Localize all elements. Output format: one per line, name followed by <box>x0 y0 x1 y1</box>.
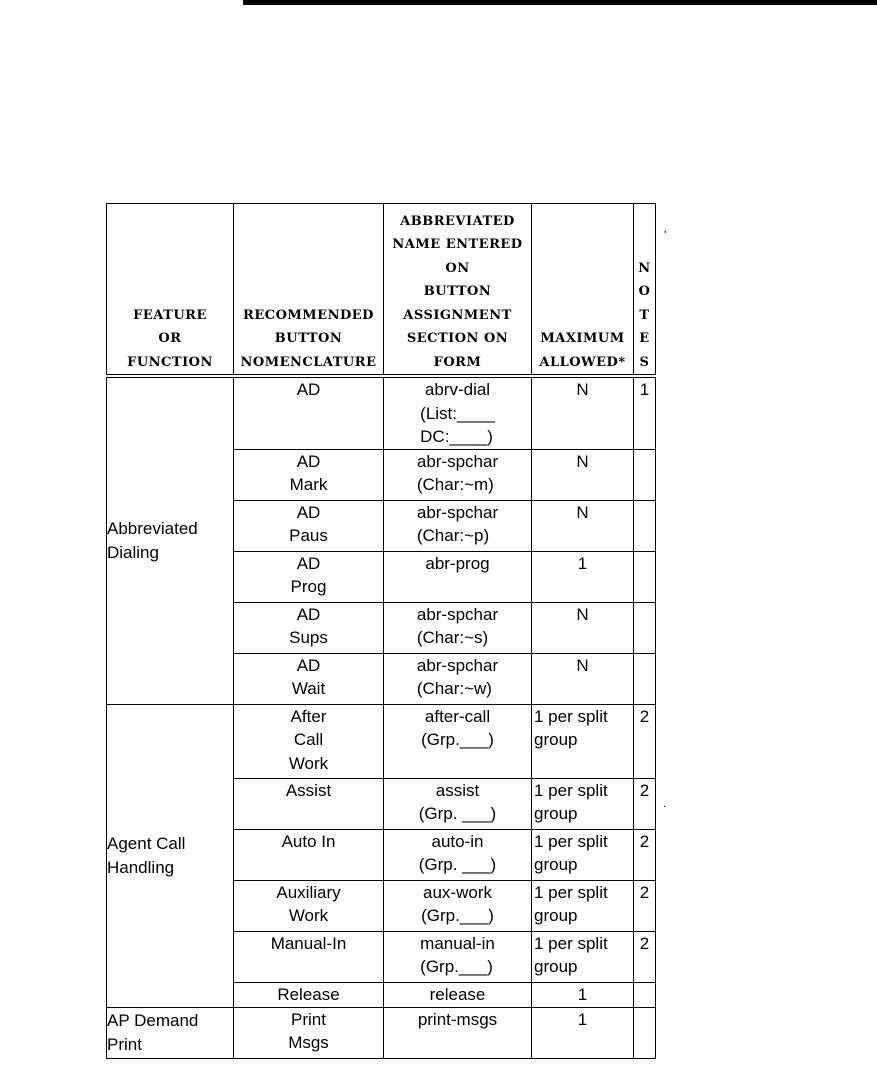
maximum-allowed-line: N <box>576 451 589 471</box>
abbreviated-name-cell <box>384 551 532 602</box>
nomenclature-line: Release <box>277 984 340 1004</box>
notes-cell <box>634 602 656 653</box>
top-rule <box>243 0 877 5</box>
feature-cell <box>107 1007 234 1058</box>
abbreviated-name-block <box>417 603 498 650</box>
abbreviated-name-line: aux-work <box>423 882 492 902</box>
nomenclature-cell <box>234 778 384 829</box>
feature-line: AP Demand <box>107 1011 199 1030</box>
nomenclature-cell <box>234 602 384 653</box>
nomenclature-line: AD <box>296 451 321 471</box>
maximum-allowed-line: group <box>534 957 578 976</box>
feature-line: Abbreviated <box>107 519 198 539</box>
header-notes: N O T E S <box>634 204 656 377</box>
abbreviated-name-line: (Grp.___) <box>421 730 494 749</box>
notes-cell <box>634 551 656 602</box>
notes-cell: 2 <box>634 880 656 931</box>
nomenclature-line: Auto In <box>281 831 336 851</box>
nomenclature-line: AD <box>296 502 321 522</box>
nomenclature-line: Work <box>288 753 329 773</box>
maximum-allowed-line: 1 per split <box>534 706 608 726</box>
notes-cell <box>634 653 656 704</box>
nomenclature-line: Sups <box>289 628 328 647</box>
abbreviated-name-block <box>419 830 496 877</box>
nomenclature-cell <box>234 829 384 880</box>
abbreviated-name-line: abr-spchar <box>416 604 499 624</box>
notes-cell <box>634 982 656 1007</box>
maximum-allowed-line: N <box>576 604 589 624</box>
nomenclature-line: Work <box>288 906 329 925</box>
notes-cell: 2 <box>634 931 656 982</box>
abbreviated-name-line: print-msgs <box>417 1009 498 1029</box>
nomenclature-cell <box>234 449 384 500</box>
maximum-allowed-cell <box>532 500 634 551</box>
nomenclature-line: Paus <box>289 526 328 545</box>
maximum-allowed-cell <box>532 704 634 778</box>
abbreviated-name-block <box>425 552 489 576</box>
header-nomenclature: RECOMMENDED BUTTON NOMENCLATURE <box>234 204 384 377</box>
margin-mark: ' <box>664 228 667 242</box>
feature-line: Agent Call <box>107 834 186 853</box>
maximum-allowed-line: 1 <box>577 1009 588 1029</box>
header-abbreviated-name: ABBREVIATED NAME ENTERED ON BUTTON ASSIGNMENT SECTION ON FORM <box>384 204 532 377</box>
abbreviated-name-line: abr-prog <box>425 553 490 573</box>
abbreviated-name-block <box>417 501 498 548</box>
abbreviated-name-cell <box>384 778 532 829</box>
table-row <box>107 704 656 778</box>
nomenclature-line: AD <box>296 380 321 399</box>
abbreviated-name-cell <box>384 376 532 449</box>
abbreviated-name-line: DC:____) <box>420 427 493 446</box>
abbreviated-name-block <box>430 983 486 1007</box>
nomenclature-cell <box>234 1007 384 1058</box>
nomenclature-line: Call <box>293 730 324 749</box>
maximum-allowed-cell <box>532 449 634 500</box>
abbreviated-name-cell <box>384 500 532 551</box>
nomenclature-cell <box>234 551 384 602</box>
maximum-allowed-cell <box>532 778 634 829</box>
nomenclature-line: Msgs <box>288 1033 329 1052</box>
nomenclature-line: Prog <box>290 577 327 596</box>
abbreviated-name-line: after-call <box>424 706 491 726</box>
table-body <box>107 376 656 1058</box>
maximum-allowed-line: 1 <box>577 984 588 1004</box>
abbreviated-name-line: (Grp. ___) <box>418 855 497 874</box>
abbreviated-name-cell <box>384 653 532 704</box>
abbreviated-name-block <box>420 932 495 979</box>
abbreviated-name-block <box>420 378 495 449</box>
nomenclature-cell <box>234 653 384 704</box>
feature-line: Handling <box>107 857 175 877</box>
feature-line: Print <box>107 1034 142 1054</box>
maximum-allowed-cell <box>532 982 634 1007</box>
abbreviated-name-cell <box>384 982 532 1007</box>
feature-cell <box>107 376 234 704</box>
notes-cell: 2 <box>634 704 656 778</box>
margin-mark: . <box>663 796 667 810</box>
notes-cell: 2 <box>634 778 656 829</box>
abbreviated-name-cell <box>384 880 532 931</box>
nomenclature-cell <box>234 880 384 931</box>
maximum-allowed-cell <box>532 1007 634 1058</box>
abbreviated-name-cell <box>384 1007 532 1058</box>
abbreviated-name-line: (Grp.___) <box>421 906 494 925</box>
abbreviated-name-line: abr-spchar <box>416 655 499 675</box>
maximum-allowed-line: 1 per split <box>534 933 608 953</box>
nomenclature-line: Print <box>291 1009 326 1029</box>
maximum-allowed-cell <box>532 931 634 982</box>
abbreviated-name-line: (Char:~s) <box>416 628 489 647</box>
maximum-allowed-line: 1 <box>577 553 588 573</box>
nomenclature-cell <box>234 982 384 1007</box>
nomenclature-line: Auxiliary <box>276 882 341 902</box>
abbreviated-name-cell <box>384 704 532 778</box>
header-feature: FEATURE OR FUNCTION <box>107 204 234 377</box>
maximum-allowed-line: 1 per split <box>534 831 608 851</box>
maximum-allowed-line: N <box>576 380 589 399</box>
maximum-allowed-cell <box>532 376 634 449</box>
abbreviated-name-cell <box>384 449 532 500</box>
nomenclature-cell <box>234 931 384 982</box>
nomenclature-cell <box>234 500 384 551</box>
nomenclature-line: Assist <box>285 780 332 800</box>
feature-cell <box>107 704 234 1007</box>
abbreviated-name-line: release <box>429 984 486 1004</box>
table-row <box>107 1007 656 1058</box>
feature-line: Dialing <box>107 542 159 562</box>
abbreviated-name-line: (Char:~p) <box>416 526 490 545</box>
abbreviated-name-line: (Char:~m) <box>416 475 494 494</box>
maximum-allowed-line: group <box>534 730 578 749</box>
abbreviated-name-line: assist <box>435 780 480 800</box>
abbreviated-name-block <box>418 1008 497 1032</box>
nomenclature-line: AD <box>296 553 321 573</box>
maximum-allowed-cell <box>532 602 634 653</box>
nomenclature-line: After <box>290 706 327 726</box>
abbreviated-name-cell <box>384 931 532 982</box>
abbreviated-name-block <box>417 450 498 497</box>
maximum-allowed-line: 1 per split <box>534 882 608 902</box>
notes-cell <box>634 449 656 500</box>
maximum-allowed-cell <box>532 653 634 704</box>
header-row <box>107 204 656 377</box>
abbreviated-name-line: auto-in <box>431 831 484 851</box>
abbreviated-name-block <box>419 779 496 826</box>
nomenclature-line: AD <box>296 604 321 624</box>
maximum-allowed-line: group <box>534 855 578 874</box>
button-assignment-table <box>106 203 656 1059</box>
header-maximum-allowed: MAXIMUM ALLOWED* <box>532 204 634 377</box>
maximum-allowed-cell <box>532 551 634 602</box>
abbreviated-name-block <box>421 705 494 752</box>
abbreviated-name-line: (List:____ <box>420 403 495 423</box>
notes-cell: 2 <box>634 829 656 880</box>
abbreviated-name-cell <box>384 829 532 880</box>
table-row <box>107 376 656 449</box>
abbreviated-name-line: (Grp. ___) <box>418 804 497 823</box>
nomenclature-cell <box>234 376 384 449</box>
nomenclature-line: Mark <box>289 475 328 494</box>
abbreviated-name-line: abr-spchar <box>416 451 499 471</box>
abbreviated-name-line: (Grp.___) <box>420 957 493 976</box>
notes-cell <box>634 1007 656 1058</box>
maximum-allowed-cell <box>532 880 634 931</box>
maximum-allowed-line: N <box>576 655 589 675</box>
maximum-allowed-line: 1 per split <box>534 780 608 800</box>
abbreviated-name-line: (Char:~w) <box>416 679 492 698</box>
nomenclature-line: Manual-In <box>270 933 347 953</box>
abbreviated-name-line: abrv-dial <box>424 380 491 399</box>
nomenclature-line: AD <box>296 655 321 675</box>
nomenclature-cell <box>234 704 384 778</box>
abbreviated-name-cell <box>384 602 532 653</box>
notes-cell: 1 <box>634 376 656 449</box>
abbreviated-name-line: manual-in <box>420 933 495 953</box>
maximum-allowed-line: group <box>534 906 578 925</box>
abbreviated-name-block <box>417 654 498 701</box>
maximum-allowed-cell <box>532 829 634 880</box>
abbreviated-name-block <box>421 881 494 928</box>
abbreviated-name-line: abr-spchar <box>416 502 499 522</box>
nomenclature-line: Wait <box>291 679 326 698</box>
notes-cell <box>634 500 656 551</box>
maximum-allowed-line: N <box>576 502 589 522</box>
maximum-allowed-line: group <box>534 804 578 823</box>
